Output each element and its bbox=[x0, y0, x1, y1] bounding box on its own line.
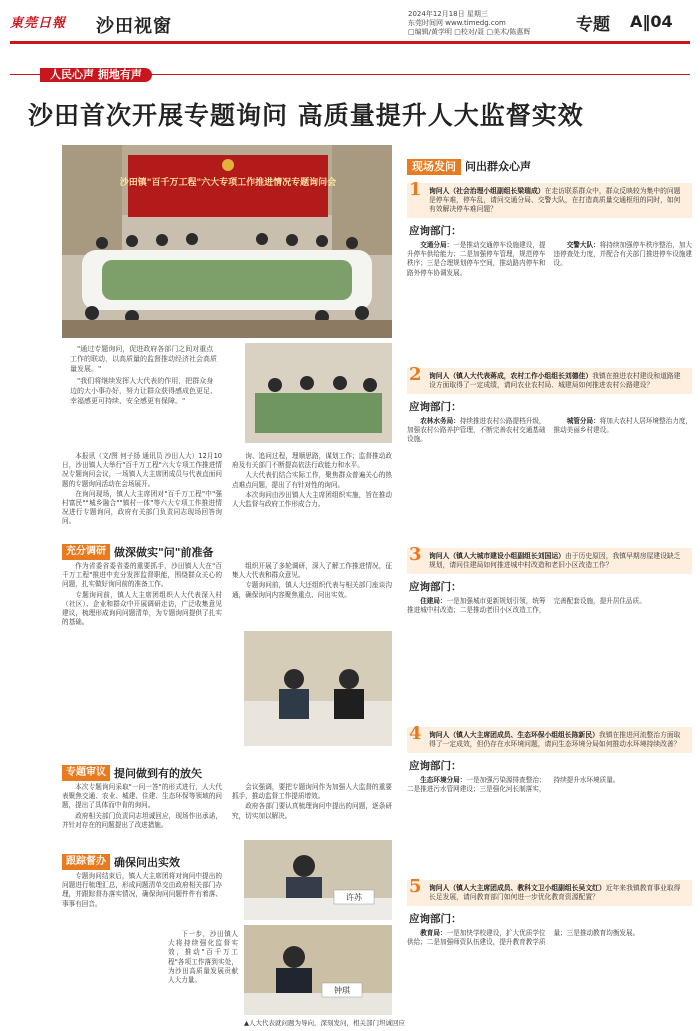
answer-text: 一是加快学校建设，扩大优质学位供给；二是加强师资队伍建设，提升教育教学质量；三是推动教育均衡发展。 bbox=[407, 929, 640, 947]
section-research-text bbox=[62, 562, 222, 758]
paragraph: 作为省委省委省委的重要抓手，沙田镇人大在"百千万工程"推进中充分发挥监督职能，围绕群众关心的问题，扎实做好询问前的准备工作。 bbox=[62, 562, 222, 589]
question-number: 1 bbox=[409, 179, 422, 200]
section-label: 充分调研 bbox=[62, 544, 110, 560]
section-label: 专题审议 bbox=[62, 765, 110, 781]
masthead bbox=[10, 8, 690, 38]
response-text bbox=[407, 597, 692, 615]
qa-block bbox=[407, 544, 692, 615]
response-title: 应询部门： bbox=[409, 913, 462, 925]
paragraph: 询、追问过程，理顺思路，谋划工作；监督推动政府及有关部门不断提高依法行政能力和水平。 bbox=[232, 452, 392, 470]
question-text: 我镇在推进农村建设和道路建设方面取得了一定成绩，请问农业农村局、城建局如何推进农村公路建设？ bbox=[429, 372, 681, 389]
deputy-photo bbox=[244, 631, 392, 746]
responder: 交通分局： bbox=[420, 241, 454, 249]
right-section-label: 现场发问 bbox=[407, 159, 461, 175]
banner-title: 沙田镇"百千万工程"六大专项工作推进情况专题询问会 bbox=[119, 178, 337, 188]
question-asker: 询问人（镇人大城市建设小组副组长刘国运） bbox=[429, 552, 565, 560]
topic-label: 专题 bbox=[576, 15, 610, 35]
response-title: 应询部门： bbox=[409, 581, 462, 593]
responder: 住建局： bbox=[420, 597, 447, 605]
question-text: 由于历史原因，我镇早期房屋建设缺乏规划，请问住建局如何推进城中村改造和老旧小区改造工作？ bbox=[429, 552, 681, 569]
question-box bbox=[407, 876, 692, 906]
issue-editors: □编辑/黄学明 □校对/聂 □美术/陈惠辉 bbox=[408, 28, 531, 36]
right-section-heading bbox=[407, 155, 531, 171]
answer-text: 持续推进农村公路提档升级，加强农村公路养护管理，不断完善农村交通基础设施。 bbox=[407, 417, 546, 444]
paragraph: 专题询问结束后，镇人大主席团将对询问中提出的问题进行梳理汇总，形成问题清单交由政府相关部门办理，并跟踪督办落实情况，确保询问问题件件有着落、事事有回音。 bbox=[62, 872, 222, 908]
quote-paragraph: "我们将继续发挥人大代表的作用，把群众身边的大小事办好，努力让群众获得感成色更足、幸福感更可持续、安全感更有保障。" bbox=[70, 377, 217, 405]
response-paragraph bbox=[407, 597, 692, 615]
responder: 农林水务局： bbox=[420, 417, 460, 425]
section-review-text bbox=[62, 783, 222, 843]
header-rule bbox=[10, 41, 690, 44]
response-paragraph bbox=[554, 241, 693, 269]
response-paragraph bbox=[407, 417, 546, 445]
question-number: 3 bbox=[409, 544, 422, 565]
column-bar bbox=[10, 68, 690, 82]
question-box bbox=[407, 723, 692, 753]
question-number: 2 bbox=[409, 364, 422, 385]
issue-site: 东莞时间网 www.timedg.com bbox=[408, 19, 506, 27]
issue-date: 2024年12月18日 星期三 bbox=[408, 10, 488, 18]
qa-block bbox=[407, 723, 692, 794]
question-number: 5 bbox=[409, 876, 422, 897]
intro-text bbox=[62, 452, 222, 532]
section-name: 沙田视窗 bbox=[96, 16, 172, 37]
paragraph: 专题询问前，镇人大还组织代表与相关部门座谈沟通，确保询问内容聚焦重点、问出实效。 bbox=[232, 581, 392, 599]
section-review-text-b bbox=[232, 783, 392, 833]
responder: 交警大队： bbox=[566, 241, 600, 249]
responder: 教育局： bbox=[420, 929, 447, 937]
response-text bbox=[407, 776, 692, 794]
response-paragraph bbox=[407, 929, 692, 947]
question-asker: 询问人（镇人大代表蒋成，农村工作小组组长刘德佳） bbox=[429, 372, 593, 380]
response-title: 应询部门： bbox=[409, 401, 462, 413]
paragraph: 组织开展了多轮调研，深入了解工作推进情况，征集人大代表和群众意见。 bbox=[232, 562, 392, 580]
question-box bbox=[407, 544, 692, 574]
question-number: 4 bbox=[409, 723, 422, 744]
question-asker: 询问人（镇人大主席团成员、生态环保小组组长陈新民） bbox=[429, 731, 599, 739]
paragraph: 专题询问前，镇人大主席团组织人大代表深入村（社区）、企业和群众中开展调研走访，广泛收集意见建议，梳理形成询问问题清单，为专题询问提供了扎实的基础。 bbox=[62, 590, 222, 627]
answer-text: 将加大农村人居环境整治力度，推动美丽乡村建设。 bbox=[553, 417, 693, 435]
answer-text: 一是加强城市更新规划引领，统筹推进城中村改造；二是推动老旧小区改造工作，完善配套设施，提升居住品质。 bbox=[407, 597, 646, 615]
answer-text: 一是加强污染源排查整治；二是推进污水管网建设；三是强化河长制落实，持续提升水环境质量。 bbox=[407, 776, 620, 794]
bottom-photo bbox=[244, 925, 392, 1015]
responder: 生态环境分局： bbox=[420, 776, 467, 784]
paragraph: 在询问现场，镇人大主席团对"百千万工程"中"强村富民""城乡融合""镇村一体"等六大专项工作推进情况进行专题询问，政府有关部门负责同志现场回答询问。 bbox=[62, 489, 222, 526]
response-paragraph bbox=[407, 776, 692, 794]
issue-info bbox=[408, 10, 568, 37]
quote-paragraph: "通过专题询问，促进政府各部门之间对重点工作的联动，以高质量的监督推动经济社会高质量发展。" bbox=[70, 345, 217, 373]
paragraph: 下一步，沙田镇人大将持续强化监督实效，推动"百千万工程"各项工作落到实处，为沙田高质量发展贡献人大力量。 bbox=[168, 930, 238, 985]
section-title: 做深做实"问"前准备 bbox=[114, 545, 214, 559]
response-title: 应询部门： bbox=[409, 760, 462, 772]
section-follow-text-b bbox=[168, 930, 238, 1010]
question-text: 我镇在推进河流整治方面取得了一定成效，但仍存在水环境问题，请问生态环境分局如何推动水环境持续改善？ bbox=[429, 731, 681, 748]
response-paragraph bbox=[407, 241, 546, 278]
paragraph: 人大代表们结合实际工作，聚焦群众普遍关心的热点难点问题，提出了有针对性的询问。 bbox=[232, 471, 392, 489]
section-research-text-b bbox=[232, 562, 392, 622]
question-text: 近年来我镇教育事业取得长足发展，请问教育部门如何进一步优化教育资源配置？ bbox=[429, 884, 681, 901]
responder: 城管分局： bbox=[566, 417, 600, 425]
headline: 沙田首次开展专题询问 高质量提升人大监督实效 bbox=[28, 101, 584, 130]
qa-block bbox=[407, 179, 693, 278]
paragraph: 政府相关部门负责同志坦诚回应，现场作出承诺，并针对存在的问题提出了改进措施。 bbox=[62, 811, 222, 829]
paragraph: 本报讯（文/图 何子扬 通讯员 沙田人大）12月10日，沙田镇人大举行"百千万工程"六大专项工作推进情况专题询问会议，一场镇人大主席团成员与代表直面问题的专题询问活动在会场展开。 bbox=[62, 452, 222, 488]
nameplate: 钟琪 bbox=[334, 986, 350, 995]
section-heading-research bbox=[62, 541, 213, 559]
response-text bbox=[407, 241, 692, 278]
nameplate: 许苏 bbox=[346, 893, 362, 902]
response-title: 应询部门： bbox=[409, 225, 462, 237]
section-title: 提问做到有的放矢 bbox=[114, 766, 202, 780]
right-section-title: 问出群众心声 bbox=[465, 160, 531, 173]
qa-block bbox=[407, 876, 692, 947]
section-title: 确保问出实效 bbox=[114, 855, 180, 869]
section-heading-review bbox=[62, 762, 202, 780]
intro-text-b bbox=[232, 452, 392, 532]
section-heading-follow bbox=[62, 851, 180, 869]
speaker-photo bbox=[244, 840, 392, 920]
meeting-photo-small bbox=[245, 343, 392, 443]
question-asker: 询问人（社会治理小组副组长梁瑞成） bbox=[429, 187, 545, 195]
question-box bbox=[407, 364, 692, 394]
response-paragraph bbox=[554, 417, 693, 435]
pull-quote bbox=[70, 344, 220, 408]
question-text: 在走访联系群众中，群众反映较为集中的问题是停车难，停车乱，请问交通分局、交警大队，在打造高质量交通枢纽的同时，如何有效解决停车难问题？ bbox=[429, 187, 681, 213]
qa-block bbox=[407, 364, 693, 445]
question-asker: 询问人（镇人大主席团成员、教科文卫小组副组长吴文红） bbox=[429, 884, 606, 892]
paragraph: 本次专题询问采取"一问一答"的形式进行，人大代表聚焦交通、农业、城建、住建、生态环保等领域的问题，提出了具体而中肯的询问。 bbox=[62, 783, 222, 810]
emblem-icon bbox=[222, 159, 234, 171]
response-text bbox=[407, 929, 692, 947]
newspaper-logo: 東莞日報 bbox=[10, 16, 67, 31]
page-number: A‖04 bbox=[630, 12, 673, 31]
response-text bbox=[407, 417, 692, 445]
photo-caption: ▲人大代表就问题为导向，深刻发问，相关部门坦诚回应 bbox=[244, 1019, 405, 1027]
paragraph: 本次询问由沙田镇人大主席团组织实施，旨在推动人大监督与政府工作形成合力。 bbox=[232, 490, 392, 509]
paragraph: 政府各部门要认真梳理询问中提出的问题，逐条研究，切实加以解决。 bbox=[232, 802, 392, 820]
paragraph: 会议强调，要把专题询问作为加强人大监督的重要抓手，推动监督工作提质增效。 bbox=[232, 783, 392, 801]
answer-text: 将持续加强停车秩序整治，加大违停查处力度，并配合有关部门推进停车设施建设。 bbox=[553, 241, 693, 268]
main-photo bbox=[62, 145, 392, 338]
column-tag: 人民心声 拥地有声 bbox=[40, 68, 152, 82]
question-box bbox=[407, 179, 692, 218]
section-label: 跟踪督办 bbox=[62, 854, 110, 870]
answer-text: 一是推动交通停车设施建设，提升停车供给能力；二是加强停车管理，规范停车秩序；三是合理规划停车空间，推动路内停车和路外停车协调发展。 bbox=[407, 241, 546, 277]
